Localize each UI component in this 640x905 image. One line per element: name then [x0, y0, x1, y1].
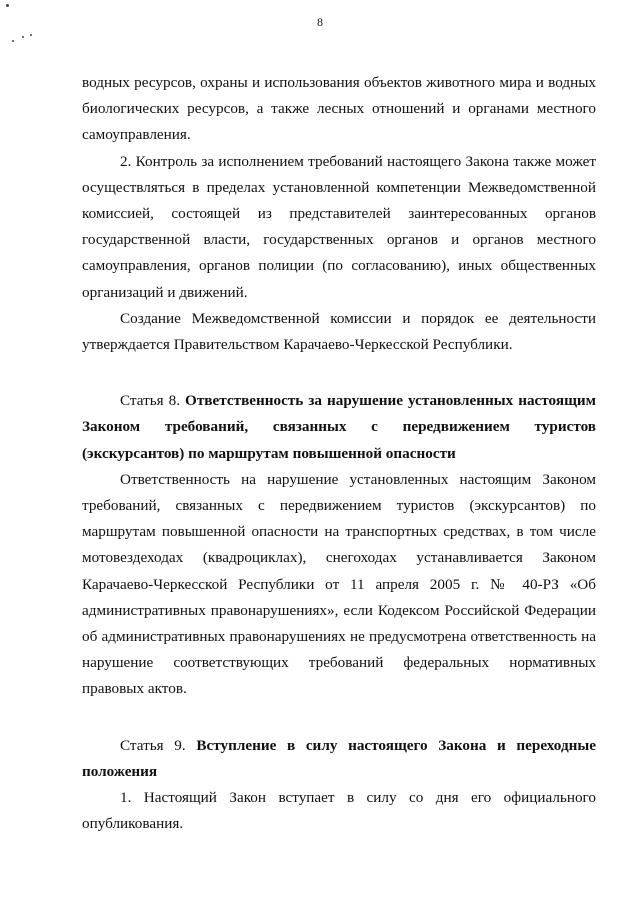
- scan-speck: [30, 34, 32, 36]
- paragraph: Создание Межведомственной комиссии и порядок ее деятельности утверждается Правительством Карачаево-Черкесской Республики.: [82, 309, 596, 354]
- article-9-text: 1. Настоящий Закон вступает в силу со дня его официального опубликования.: [82, 789, 596, 833]
- page-number: 8: [317, 15, 323, 29]
- scan-speck: [6, 4, 9, 7]
- article-9-label: Статья 9.: [120, 736, 197, 754]
- article-8-heading: [82, 388, 596, 467]
- article-8-label: Статья 8.: [120, 392, 185, 410]
- article-9-heading: [82, 733, 596, 785]
- scan-speck: [22, 36, 24, 38]
- document-body: [82, 70, 596, 837]
- paragraph: 2. Контроль за исполнением требований настоящего Закона также может осуществляться в пределах установленной компетенции Межведомственной комиссией, состоящей из представителей заинтересованных органов государственной власти, государственных органов и органов местного самоуправления, органов полиции (по согласованию), иных общественных организаций и движений.: [82, 152, 596, 301]
- article-8-text: Ответственность на нарушение установленных настоящим Законом требований, связанных с передвижением туристов (экскурсантов) по маршрутам повышенной опасности на транспортных средствах, в том числе мотовездеходах (квадроциклах), снегоходах устанавливается Законом Карачаево-Черкесской Республики от 11 апреля 2005 г. № 40-РЗ «Об административных правонарушениях», если Кодексом Российской Федерации об административных правонарушениях не предусмотрена ответственность на нарушение соответствующих требований федеральных нормативных правовых актов.: [82, 470, 596, 698]
- paragraph: водных ресурсов, охраны и использования объектов животного мира и водных биологических ресурсов, а также лесных отношений и органами местного самоуправления.: [82, 74, 596, 144]
- article-8-title: Ответственность за нарушение установленных настоящим Законом требований, связанных с передвижением туристов (экскурсантов) по маршрутам повышенной опасности: [82, 392, 596, 462]
- article-9-title: Вступление в силу настоящего Закона и переходные положения: [82, 736, 596, 780]
- scan-speck: [12, 40, 14, 42]
